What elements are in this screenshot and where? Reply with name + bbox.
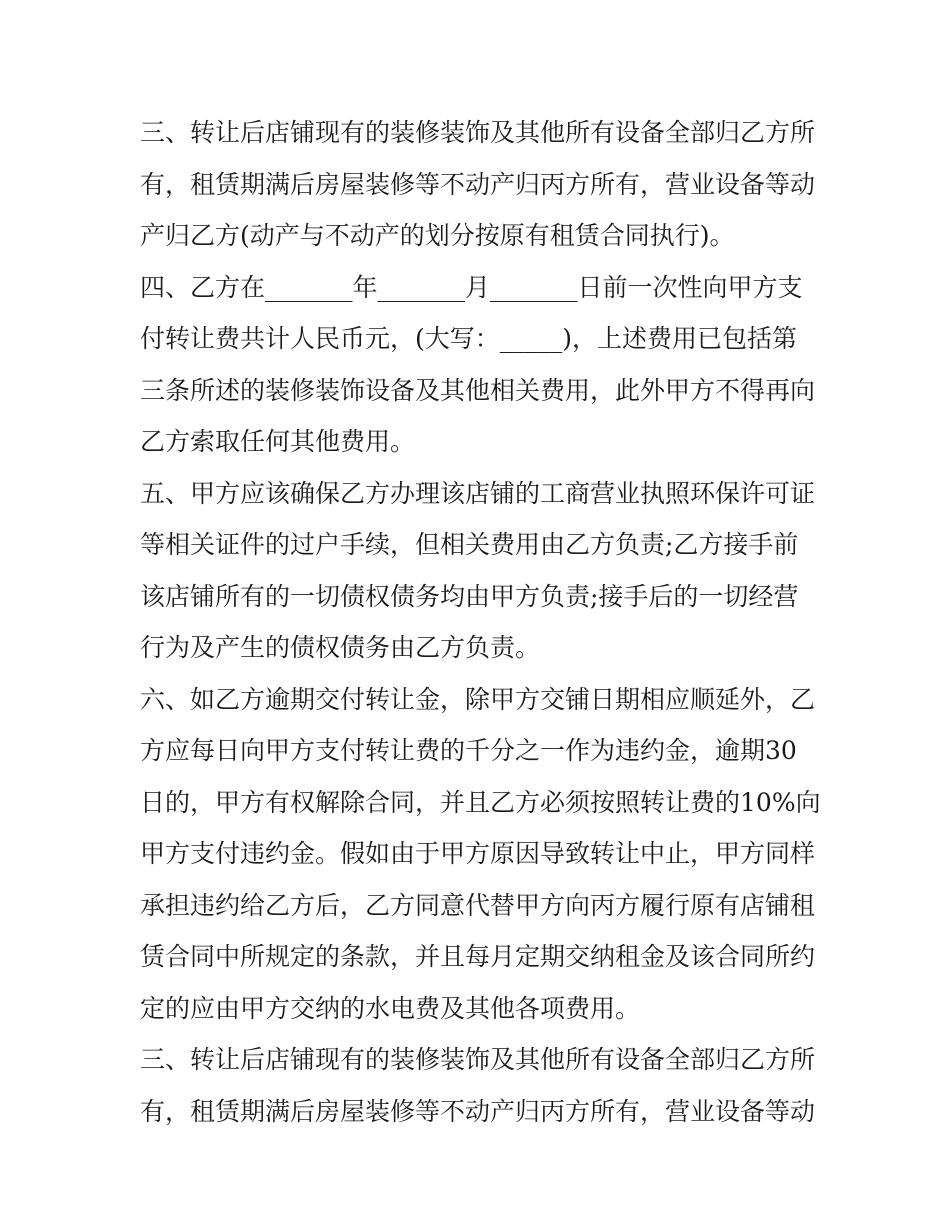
document-body xyxy=(140,107,820,1137)
text-line: 甲方支付违约金。假如由于甲方原因导致转让中止，甲方同样 xyxy=(140,839,816,868)
text-line: 承担违约给乙方后，乙方同意代替甲方向丙方履行原有店铺租 xyxy=(140,890,816,920)
text-line: 乙方索取任何其他费用。 xyxy=(140,427,416,456)
text-line: 六、如乙方逾期交付转让金，除甲方交铺日期相应顺延外，乙 xyxy=(140,684,816,714)
text-line: 日的，甲方有权解除合同，并且乙方必须按照转让费的10%向 xyxy=(140,787,821,817)
text-line: 付转让费共计人民币元，(大写：_____)，上述费用已包括第 xyxy=(140,324,798,353)
text-line: 三、转让后店铺现有的装修装饰及其他所有设备全部归乙方所 xyxy=(140,1045,816,1074)
text-line: 定的应由甲方交纳的水电费及其他各项费用。 xyxy=(140,993,641,1023)
text-line: 四、乙方在_______年_______月_______日前一次性向甲方支 xyxy=(140,272,803,302)
text-line: 三、转让后店铺现有的装修装饰及其他所有设备全部归乙方所 xyxy=(140,118,816,147)
text-line: 等相关证件的过户手续，但相关费用由乙方负责;乙方接手前 xyxy=(140,530,799,559)
text-line: 行为及产生的债权债务由乙方负责。 xyxy=(140,633,541,662)
text-line: 有，租赁期满后房屋装修等不动产归丙方所有，营业设备等动 xyxy=(140,1096,816,1126)
text-line: 方应每日向甲方支付转让费的千分之一作为违约金，逾期30 xyxy=(140,736,797,765)
text-line: 五、甲方应该确保乙方办理该店铺的工商营业执照环保许可证 xyxy=(140,478,816,508)
text-line: 赁合同中所规定的条款，并且每月定期交纳租金及该合同所约 xyxy=(140,942,816,971)
text-line: 产归乙方(动产与不动产的划分按原有租赁合同执行)。 xyxy=(140,221,735,250)
text-line: 有，租赁期满后房屋装修等不动产归丙方所有，营业设备等动 xyxy=(140,169,816,199)
text-line: 三条所述的装修装饰设备及其他相关费用，此外甲方不得再向 xyxy=(140,375,816,405)
text-line: 该店铺所有的一切债权债务均由甲方负责;接手后的一切经营 xyxy=(140,581,799,611)
